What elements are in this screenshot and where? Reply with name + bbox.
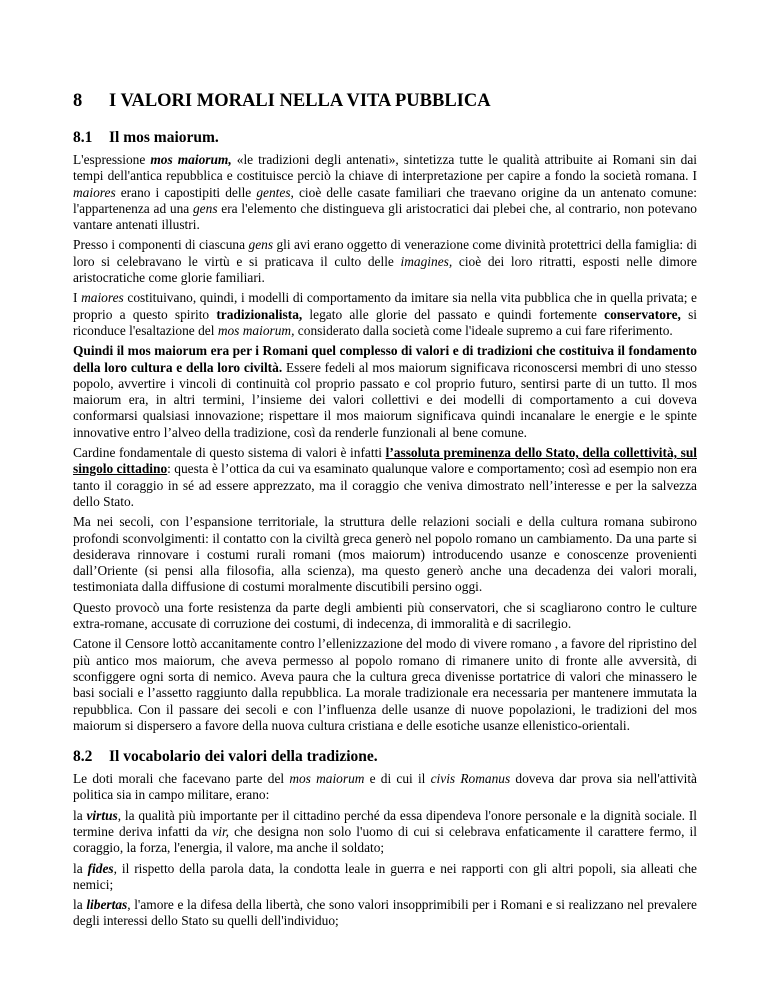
bold-term: tradizionalista, xyxy=(216,306,303,322)
underlined-key-phrase: l’assoluta preminenza dello Stato, della collettività, sul singolo cittadino xyxy=(73,445,697,477)
emphasis: fides xyxy=(87,860,114,876)
bold-sentence: Quindi il mos maiorum era per i Romani quel complesso di valori e di tradizioni che costituiva il fondamento della loro cultura e della loro civiltà. xyxy=(73,343,697,375)
text-run: la xyxy=(73,860,88,876)
emphasis: gens xyxy=(192,200,218,216)
text-run: Essere fedeli al mos maiorum significava riconoscersi membri di uno stesso popolo, avvertire i vincoli di continuità col proprio passato e col proprio futuro, sentirsi parte di un tutto. Il mos maiorum era, in altri termini, l’insieme dei valori collettivi e dei modelli di comportamento a cui doveva conformarsi qualsiasi innovazione; rispettare il mos maiorum significava quindi incanalare le energie e le spinte innovative entro l’alveo della tradizione, così da renderle funzionali al bene comune. xyxy=(73,359,697,440)
section-heading xyxy=(73,747,697,767)
chapter-number: 8 xyxy=(73,91,83,111)
text-run: : questa è l’ottica da cui va esaminato qualunque valore e comportamento; così ad esempio non era tanto il coraggio in sé ad essere apprezzato, ma il coraggio che veniva dimostrato nell’interesse e per la salvezza dello Stato. xyxy=(73,461,697,509)
emphasis: maiores xyxy=(81,290,124,306)
text-run: , la qualità più importante per il cittadino perché da essa dipendeva l'onore personale e la dignità sociale. Il termine deriva infatti da xyxy=(73,807,698,839)
emphasis: virtus xyxy=(86,807,118,823)
text-run: cioè delle casate familiari che traevano origine da un antenato comune: l'appartenenza ad una xyxy=(73,184,697,216)
chapter-heading xyxy=(73,90,697,112)
paragraph xyxy=(73,290,697,339)
section-number: 8.1 xyxy=(73,129,93,146)
bold-term: conservatore, xyxy=(604,306,681,322)
document-page xyxy=(73,90,697,934)
section-heading xyxy=(73,128,697,148)
paragraph: Ma nei secoli, con l’espansione territoriale, la struttura delle relazioni sociali e della cultura romana subirono profondi sconvolgimenti: il contatto con la civiltà greca generò nel popolo romano un cambiamento. Da una parte si desiderava rinnovare i costumi rurali romani (mos maiorum) introducendo usanze e conoscenze provenienti dall’Oriente (si pensi alla filosofia, alla scienza), ma questo generò anche una decadenza dei valori morali, testimoniata dalla diffusione di costumi moralmente discutibili persino oggi. xyxy=(73,514,697,595)
chapter-title: I VALORI MORALI NELLA VITA PUBBLICA xyxy=(109,91,491,111)
emphasis: gentes, xyxy=(256,184,294,200)
paragraph xyxy=(73,808,697,857)
text-run: legato alle glorie del passato e quindi fortemente xyxy=(302,306,605,322)
text-run: Presso i componenti di ciascuna xyxy=(73,237,249,253)
emphasis: gens xyxy=(248,237,274,253)
text-run: gli avi erano oggetto di venerazione come divinità protettrici della famiglia: di loro si celebravano le virtù e si praticava il culto delle xyxy=(73,237,697,269)
section-title: Il vocabolario dei valori della tradizione. xyxy=(109,748,378,766)
text-run: , il rispetto della parola data, la condotta leale in guerra e nei rapporti con gli altri popoli, sia alleati che nemici; xyxy=(73,860,697,892)
text-run: L'espressione xyxy=(73,152,151,167)
text-run: la xyxy=(73,897,87,913)
text-run: costituivano, quindi, i modelli di comportamento da imitare sia nella vita pubblica che in quella privata; e proprio a questo spirito xyxy=(73,290,698,322)
paragraph: Catone il Censore lottò accanitamente contro l’ellenizzazione del modo di vivere romano , a favore del ripristino del più antico mos maiorum, che aveva permesso al popolo romano di rimanere unito di fronte alle avversità, di sconfiggere ogni sorta di nemico. Aveva paura che la cultura greca divenisse portatrice di valori che minassero le basi sociali e l’assetto raggiunto dalla repubblica. La morale tradizionale era necessaria per mantenere immutata la repubblica. Con il passare dei secoli e con l’influenza delle usanze di nuove popolazioni, le tradizioni del mos maiorum si dispersero a favore della nuova cultura cristiana e delle esotiche usanze ellenistico-orientali. xyxy=(73,636,697,733)
emphasis: libertas xyxy=(86,897,128,913)
emphasis: mos maiorum, xyxy=(217,322,295,338)
section-title: Il mos maiorum. xyxy=(109,129,219,146)
text-run: la xyxy=(73,807,87,823)
paragraph xyxy=(73,237,697,286)
emphasis: vir, xyxy=(212,823,230,839)
text-run: era l'elemento che distingueva gli aristocratici dai plebei che, al contrario, non potevano vantare antenati illustri. xyxy=(73,200,697,233)
emphasis: civis Romanus xyxy=(430,771,511,787)
text-run: Le doti morali che facevano parte del xyxy=(73,771,290,787)
paragraph xyxy=(73,861,697,894)
emphasis: maiores xyxy=(73,184,116,200)
paragraph xyxy=(73,343,697,441)
section-number: 8.2 xyxy=(73,748,93,766)
text-run: I xyxy=(73,290,82,306)
text-run: che designa non solo l'uomo di cui si celebrava enfaticamente il carattere fermo, il coraggio, la forza, l'energia, il valore, ma anche il soldato; xyxy=(73,823,697,856)
paragraph xyxy=(73,152,697,233)
text-run: si riconduce l'esaltazione del xyxy=(73,306,698,338)
text-run: e di cui il xyxy=(364,771,431,787)
paragraph xyxy=(73,897,697,930)
text-run: erano i capostipiti delle xyxy=(115,184,257,200)
paragraph xyxy=(73,445,697,510)
text-run: , l'amore e la difesa della libertà, che sono valori insopprimibili per i Romani e si realizzano nel prevalere degli interessi dello Stato su quelli dell'individuo; xyxy=(73,897,697,929)
text-run: Cardine fondamentale di questo sistema di valori è infatti xyxy=(73,445,386,461)
emphasis: imagines, xyxy=(400,253,453,269)
emphasis: mos maiorum xyxy=(289,771,365,787)
text-run: considerato dalla società come l'ideale supremo a cui fare riferimento. xyxy=(294,322,673,338)
text-run: doveva dar prova sia nell'attività politica sia in campo militare, erano: xyxy=(73,771,697,803)
text-run: cioè dei loro ritratti, esposti nelle dimore aristocratiche come glorie familiari. xyxy=(73,253,697,286)
emphasis: mos maiorum, xyxy=(150,152,232,167)
paragraph: Questo provocò una forte resistenza da parte degli ambienti più conservatori, che si scagliarono contro le culture extra-romane, accusate di corruzione dei costumi, di indecenza, di immoralità e di sacrilegio. xyxy=(73,599,697,632)
paragraph xyxy=(73,771,697,804)
text-run: «le tradizioni degli antenati», sintetizza tutte le qualità attribuite ai Romani sin dai tempi dell'antica repubblica e costituisce perciò la chiave di interpretazione per capire a fondo la società romana. I xyxy=(73,152,698,184)
